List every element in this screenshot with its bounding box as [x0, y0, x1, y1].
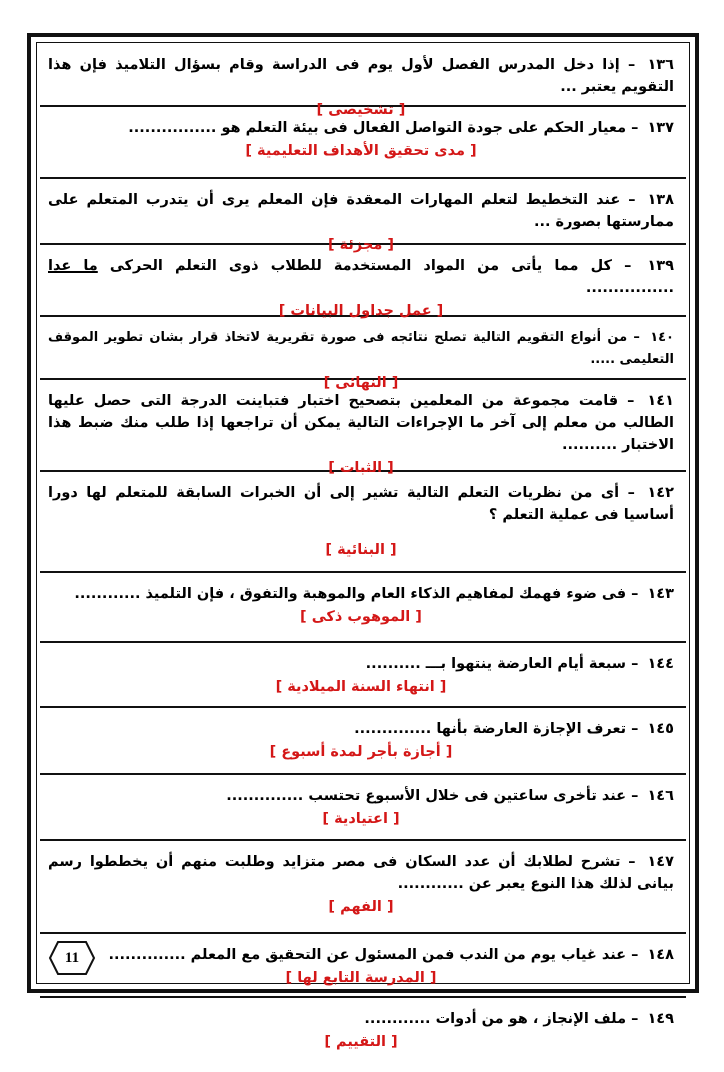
question-text: عند تأخرى ساعتين فى خلال الأسبوع تحتسب .............. — [226, 788, 627, 804]
question-138: ١٣٨ – عند التخطيط لتعلم المهارات المعقدة فإن المعلم يرى أن يتدرب المتعلم على ممارستها بصورة ... [ مجزئة ] — [40, 189, 686, 245]
question-146: ١٤٦ – عند تأخرى ساعتين فى خلال الأسبوع تحتسب .............. [ اعتيادية ] — [40, 785, 686, 841]
question-141: ١٤١ – قامت مجموعة من المعلمين بتصحيح اختبار فتباينت الدرجة التى حصل عليها الطالب من معلم إلى آخر ما الإجراءات التالية يمكن أن تراجعها إذا طلب منك ضبط هذا الاختبار .......... [ الثبات ] — [40, 390, 686, 472]
answer: [ البنائية ] — [325, 542, 397, 558]
question-139: ١٣٩ – كل مما يأتى من المواد المستخدمة للطلاب ذوى التعلم الحركى ما عدا ................ [ عمل جداول البيانات ] — [40, 255, 686, 317]
question-dots: ................ — [585, 280, 674, 296]
answer: [ الثبات ] — [328, 460, 394, 476]
page-number: 11 — [64, 950, 80, 966]
question-number: ١٤٤ — [647, 656, 674, 672]
question-142: ١٤٢ – أى من نظريات التعلم التالية تشير إلى أن الخبرات السابقة للمتعلم لها دورا أساسيا فى عملية التعلم ؟ [ البنائية ] — [40, 482, 686, 573]
answer: [ أجازة بأجر لمدة أسبوع ] — [269, 744, 453, 760]
question-text: عند غياب يوم من الندب فمن المسئول عن التحقيق مع المعلم .............. — [108, 947, 627, 963]
answer: [ انتهاء السنة الميلادية ] — [275, 679, 447, 695]
question-number: ١٣٧ — [647, 120, 674, 136]
question-137: ١٣٧ – معيار الحكم على جودة التواصل الفعال فى بيئة التعلم هو ................ [ مدى تحقيق الأهداف التعليمية ] — [40, 117, 686, 179]
question-text: معيار الحكم على جودة التواصل الفعال فى بيئة التعلم هو ................ — [128, 120, 627, 136]
question-number: ١٤٥ — [647, 721, 674, 737]
question-149: ١٤٩ – ملف الإنجاز ، هو من أدوات ............ [ التقييم ] — [40, 1008, 686, 1072]
answer: [ عمل جداول البيانات ] — [278, 303, 444, 319]
question-number: ١٤٩ — [647, 1011, 674, 1027]
question-text: قامت مجموعة من المعلمين بتصحيح اختبار فتباينت الدرجة التى حصل عليها الطالب من معلم إلى آخر ما الإجراءات التالية يمكن أن تراجعها إذا طلب منك ضبط هذا الاختبار .......... — [48, 393, 674, 453]
answer: [ الموهوب ذكى ] — [300, 609, 422, 625]
question-145: ١٤٥ – تعرف الإجازة العارضة بأنها .............. [ أجازة بأجر لمدة أسبوع ] — [40, 718, 686, 775]
question-number: ١٤٨ — [647, 947, 674, 963]
questions-list — [40, 44, 686, 1072]
question-text: فى ضوء فهمك لمفاهيم الذكاء العام والموهبة والتفوق ، فإن التلميذ ............ — [74, 586, 627, 602]
underlined-phrase: ما عدا — [48, 258, 98, 274]
answer: [ التقييم ] — [324, 1034, 398, 1050]
answer: [ تشخيصى ] — [316, 102, 406, 118]
answer: [ اعتيادية ] — [322, 811, 400, 827]
question-number: ١٤٧ — [647, 854, 674, 870]
question-number: ١٤٢ — [647, 485, 674, 501]
question-number: ١٣٨ — [647, 192, 674, 208]
answer: [ المدرسة التابع لها ] — [285, 970, 437, 986]
question-number: ١٤٠ — [650, 330, 674, 345]
question-text: سبعة أيام العارضة ينتهوا بـــ .......... — [365, 656, 627, 672]
question-number: ١٤٣ — [647, 586, 674, 602]
answer: [ النهائى ] — [323, 375, 399, 391]
question-number: ١٣٩ — [647, 258, 674, 274]
page-number-badge — [48, 940, 96, 976]
question-number: ١٤١ — [647, 393, 674, 409]
question-148: ١٤٨ – عند غياب يوم من الندب فمن المسئول عن التحقيق مع المعلم .............. [ المدرسة التابع لها ] — [40, 944, 686, 998]
question-136: ١٣٦ – إذا دخل المدرس الفصل لأول يوم فى الدراسة وقام بسؤال التلاميذ فإن هذا التقويم يعتبر ... [ تشخيصى ] — [40, 54, 686, 107]
answer: [ مجزئة ] — [327, 237, 395, 253]
question-text: إذا دخل المدرس الفصل لأول يوم فى الدراسة وقام بسؤال التلاميذ فإن هذا التقويم يعتبر ... — [48, 57, 674, 95]
question-144: ١٤٤ – سبعة أيام العارضة ينتهوا بـــ .......... [ انتهاء السنة الميلادية ] — [40, 653, 686, 708]
question-number: ١٣٦ — [647, 57, 674, 73]
question-number: ١٤٦ — [647, 788, 674, 804]
question-140: ١٤٠ – من أنواع التقويم التالية تصلح نتائجه فى صورة تقريرية لاتخاذ قرار بشان تطوير الموقف التعليمى ..... [ النهائى ] — [40, 327, 686, 380]
question-text: كل مما يأتى من المواد المستخدمة للطلاب ذوى التعلم الحركى — [109, 258, 612, 274]
question-text: تشرح لطلابك أن عدد السكان فى مصر متزايد وطلبت منهم أن يخططوا رسم بيانى لذلك هذا النوع يعبر عن ............ — [48, 854, 674, 892]
question-text: عند التخطيط لتعلم المهارات المعقدة فإن المعلم يرى أن يتدرب المتعلم على ممارستها بصورة ... — [48, 192, 674, 230]
question-147: ١٤٧ – تشرح لطلابك أن عدد السكان فى مصر متزايد وطلبت منهم أن يخططوا رسم بيانى لذلك هذا النوع يعبر عن ............ [ الفهم ] — [40, 851, 686, 934]
question-text: أى من نظريات التعلم التالية تشير إلى أن الخبرات السابقة للمتعلم لها دورا أساسيا فى عملية التعلم ؟ — [48, 485, 674, 523]
answer: [ الفهم ] — [328, 899, 394, 915]
question-text: تعرف الإجازة العارضة بأنها .............. — [354, 721, 627, 737]
question-text: ملف الإنجاز ، هو من أدوات ............ — [364, 1011, 627, 1027]
question-text: من أنواع التقويم التالية تصلح نتائجه فى صورة تقريرية لاتخاذ قرار بشان تطوير الموقف التعليمى ..... — [48, 330, 674, 367]
question-143: ١٤٣ – فى ضوء فهمك لمفاهيم الذكاء العام والموهبة والتفوق ، فإن التلميذ ............ [ الموهوب ذكى ] — [40, 583, 686, 643]
answer: [ مدى تحقيق الأهداف التعليمية ] — [245, 143, 477, 159]
